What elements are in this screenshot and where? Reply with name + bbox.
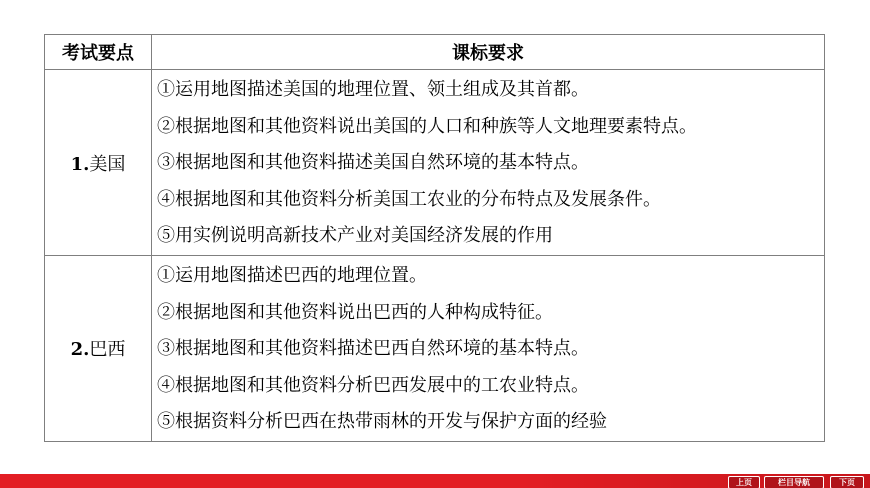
header-exam-points: 考试要点 xyxy=(45,35,152,70)
prev-page-button[interactable]: 上页 xyxy=(728,476,760,488)
table-row-usa xyxy=(45,70,825,256)
table-row-brazil xyxy=(45,256,825,442)
next-page-button[interactable]: 下页 xyxy=(830,476,864,488)
requirements-cell-usa xyxy=(152,70,825,256)
requirements-cell-brazil xyxy=(152,256,825,442)
topic-name: 美国 xyxy=(89,153,126,175)
topic-name: 巴西 xyxy=(89,339,126,361)
section-nav-button[interactable]: 栏目导航 xyxy=(764,476,824,488)
curriculum-table xyxy=(44,34,825,442)
requirement-item: ⑤根据资料分析巴西在热带雨林的开发与保护方面的经验 xyxy=(157,411,607,432)
requirement-item: ①运用地图描述美国的地理位置、领土组成及其首都。 xyxy=(157,79,589,100)
requirement-item: ③根据地图和其他资料描述美国自然环境的基本特点。 xyxy=(157,152,589,173)
requirement-item: ②根据地图和其他资料说出美国的人口和种族等人文地理要素特点。 xyxy=(157,115,697,137)
requirement-item: ②根据地图和其他资料说出巴西的人种构成特征。 xyxy=(157,301,553,323)
requirement-item: ④根据地图和其他资料分析巴西发展中的工农业特点。 xyxy=(157,374,589,396)
requirement-item: ④根据地图和其他资料分析美国工农业的分布特点及发展条件。 xyxy=(157,188,661,210)
requirement-item: ⑤用实例说明高新技术产业对美国经济发展的作用 xyxy=(157,225,553,246)
header-standard-requirements: 课标要求 xyxy=(152,35,825,70)
table-header-row xyxy=(45,35,825,70)
topic-cell-usa xyxy=(45,70,152,256)
requirement-item: ①运用地图描述巴西的地理位置。 xyxy=(157,265,427,286)
requirement-item: ③根据地图和其他资料描述巴西自然环境的基本特点。 xyxy=(157,338,589,359)
topic-cell-brazil xyxy=(45,256,152,442)
topic-number: 1. xyxy=(70,153,90,175)
footer-nav-bar xyxy=(0,474,870,488)
topic-number: 2. xyxy=(70,339,90,361)
